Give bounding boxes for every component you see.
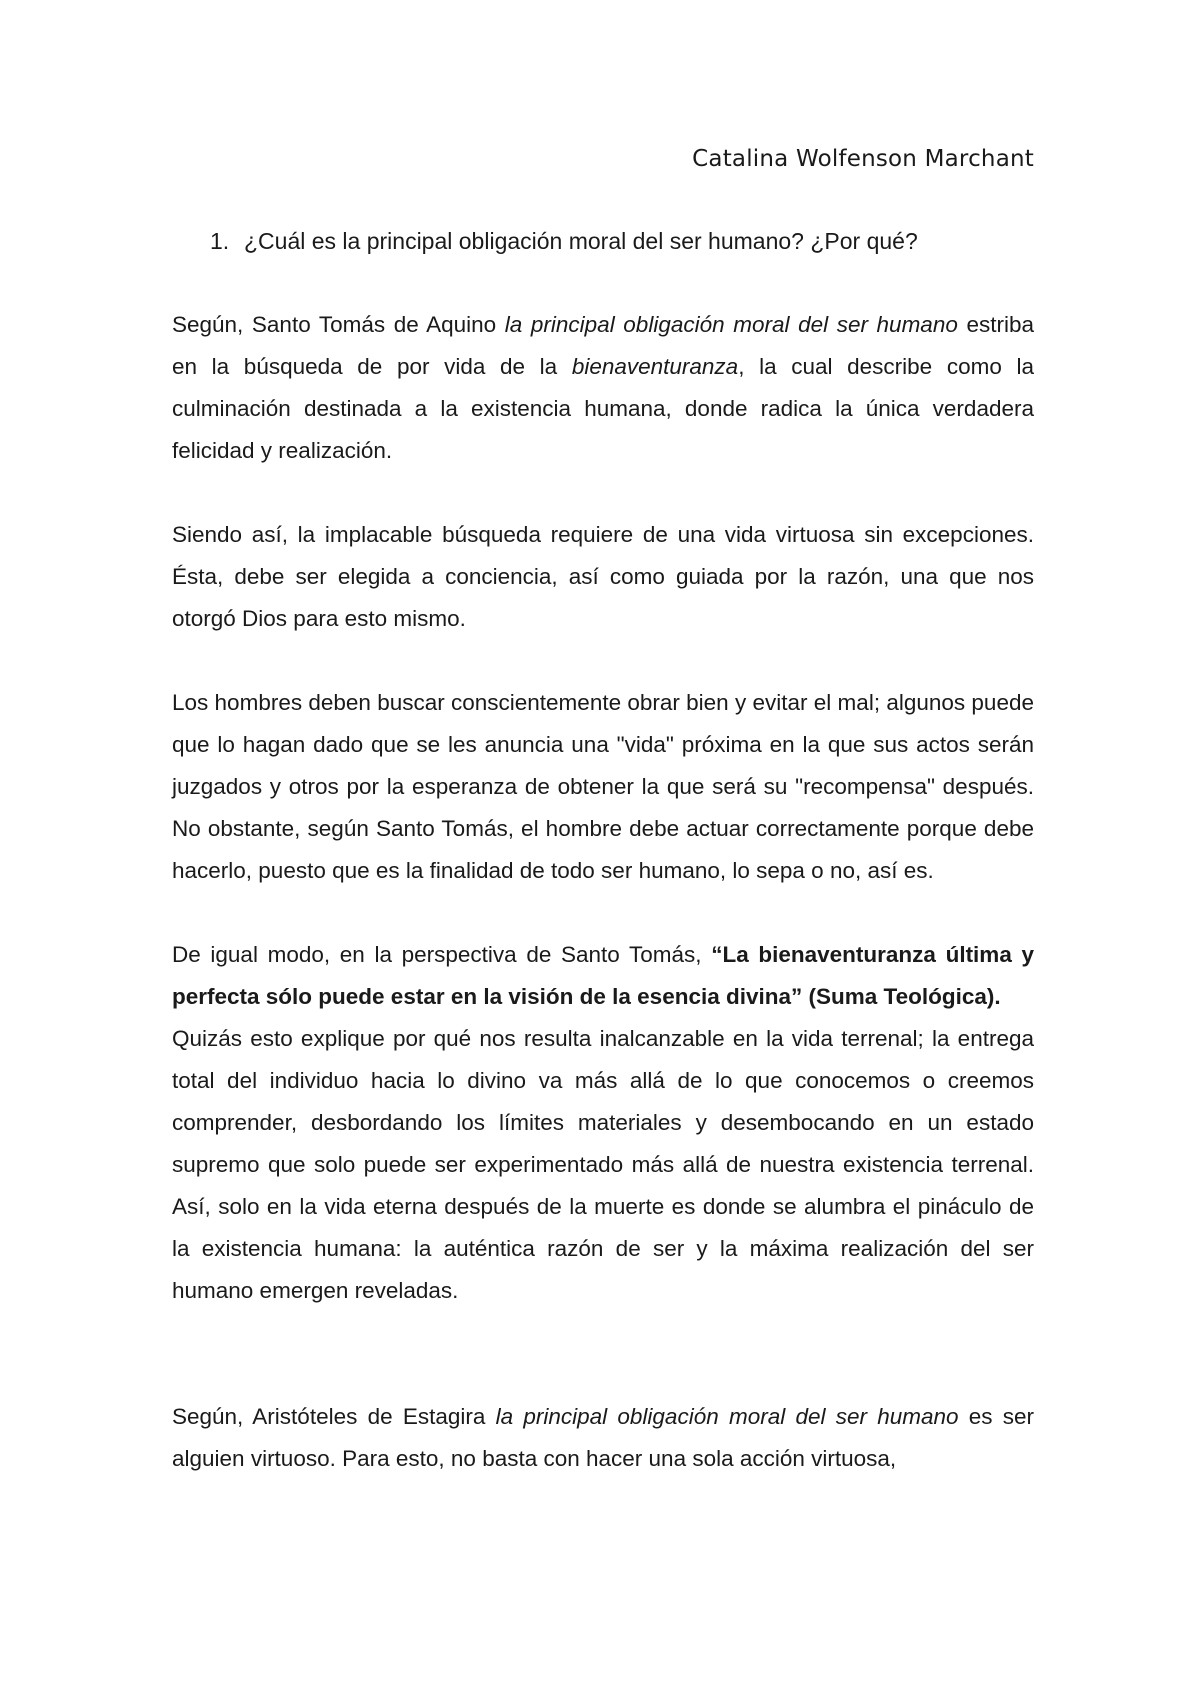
paragraph-virtuous-life: Siendo así, la implacable búsqueda requiere de una vida virtuosa sin excepciones. Ésta, debe ser elegida a conciencia, así como guiada por la razón, una que nos otorgó Dios para esto mismo.	[172, 522, 1034, 631]
paragraph-text: Según, Aristóteles de Estagira	[172, 1404, 496, 1429]
italic-term: bienaventuranza	[571, 354, 739, 379]
paragraph-text: Según, Santo Tomás de Aquino	[172, 312, 505, 337]
paragraph-aristotle	[172, 1396, 1034, 1480]
paragraph-text: es ser alguien virtuoso. Para esto, no basta con hacer una sola acción virtuosa,	[172, 1404, 1035, 1471]
italic-phrase: la principal obligación moral del ser humano	[504, 312, 958, 337]
bold-quote: “La bienaventuranza última y perfecta sólo puede estar en la visión de la esencia divina” (Suma Teológica).	[172, 942, 1034, 1009]
paragraph-quote	[172, 934, 1034, 1018]
paragraph-text: De igual modo, en la perspectiva de Santo Tomás,	[172, 942, 712, 967]
question-item	[172, 220, 1034, 262]
paragraph-text: estriba en la búsqueda de por vida de la	[172, 312, 1034, 379]
paragraph-unreachable: Quizás esto explique por qué nos resulta inalcanzable en la vida terrenal; la entrega total del individuo hacia lo divino va más allá de lo que conocemos o creemos comprender, desbordando los límites materiales y desembocando en un estado supremo que solo puede ser experimentado más allá de nuestra existencia terrenal. Así, solo en la vida eterna después de la muerte es donde se alumbra el pináculo de la existencia humana: la auténtica razón de ser y la máxima realización del ser humano emergen reveladas.	[172, 1026, 1034, 1303]
italic-phrase: la principal obligación moral del ser humano	[495, 1404, 959, 1429]
question-text: ¿Cuál es la principal obligación moral del ser humano? ¿Por qué?	[244, 228, 918, 254]
document-page	[172, 138, 1034, 1522]
paragraph-acting-well: Los hombres deben buscar conscientemente obrar bien y evitar el mal; algunos puede que lo hagan dado que se les anuncia una "vida" próxima en la que sus actos serán juzgados y otros por la esperanza de obtener la que será su "recompensa" después. No obstante, según Santo Tomás, el hombre debe actuar correctamente porque debe hacerlo, puesto que es la finalidad de todo ser humano, lo sepa o no, así es.	[172, 690, 1034, 883]
author-name: Catalina Wolfenson Marchant	[692, 146, 1034, 172]
paragraph-aquino-intro	[172, 304, 1034, 472]
paragraph-text: , la cual describe como la culminación destinada a la existencia humana, donde radica la única verdadera felicidad y realización.	[172, 354, 1034, 463]
question-number: 1.	[210, 228, 230, 254]
